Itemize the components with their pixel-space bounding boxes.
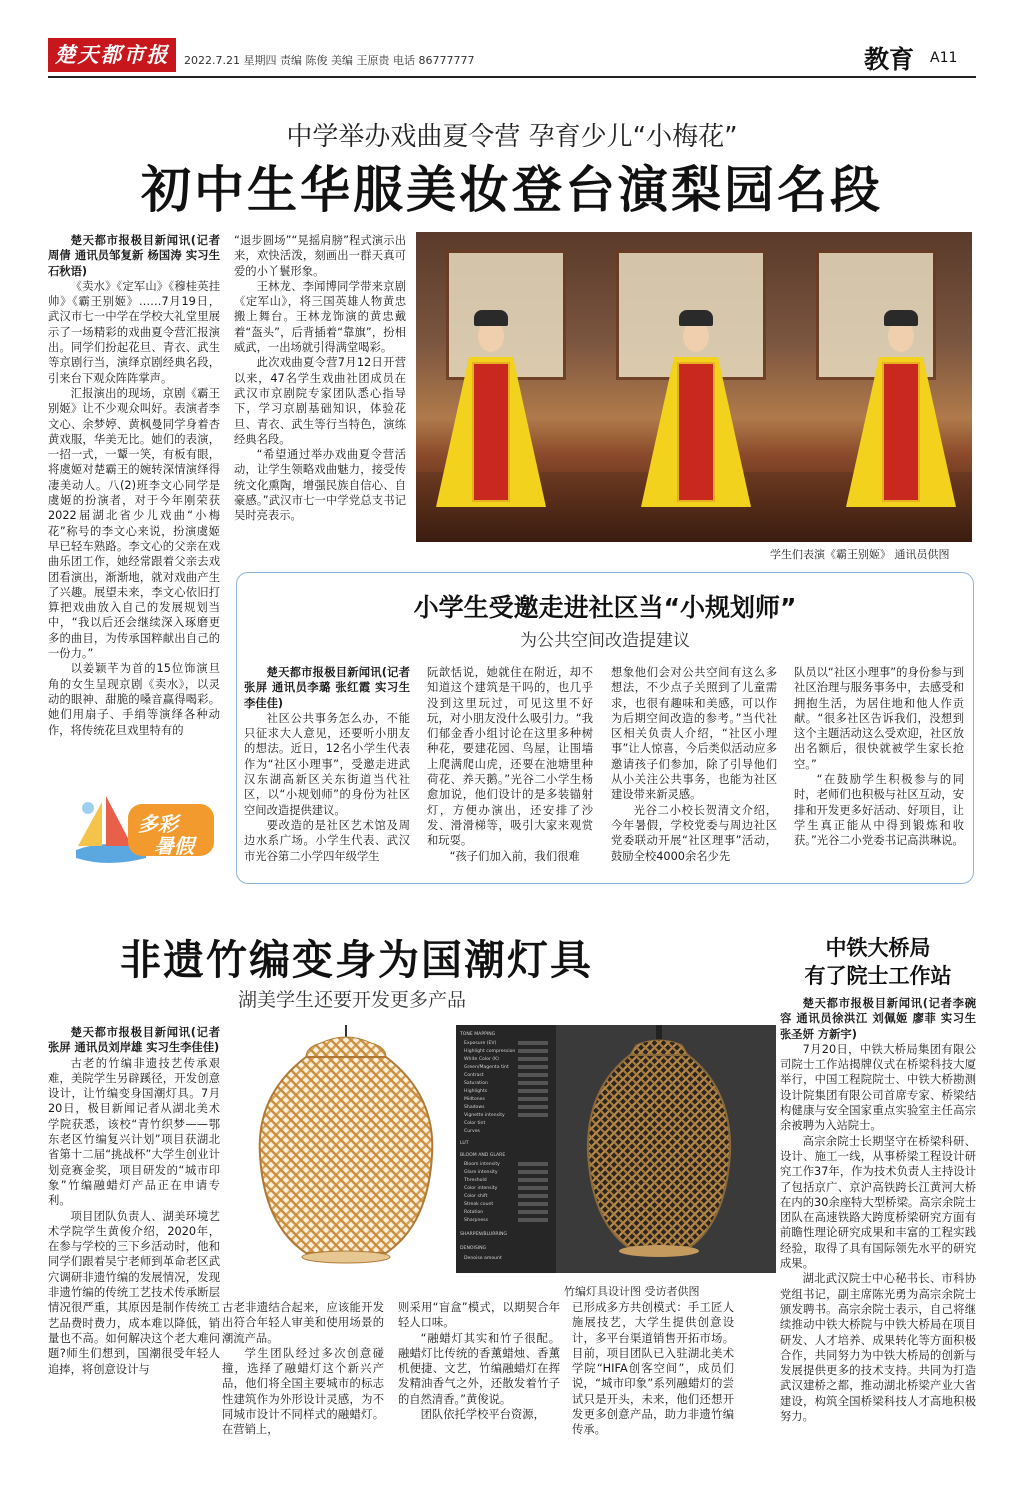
article1-kicker: 中学举办戏曲夏令营 孕育少儿“小梅花” — [286, 122, 738, 152]
article2-paragraph: “孩子们加入前，我们很难 — [449, 849, 580, 863]
svg-text:Streak count: Streak count — [464, 1202, 494, 1207]
sticker-text-1: 多彩 — [138, 812, 178, 836]
performer-figure — [846, 302, 956, 512]
svg-text:Contrast: Contrast — [464, 1073, 484, 1078]
article4-byline: 楚天都市报极目新闻讯(记者李碗容 通讯员徐洪江 刘佩姬 廖菲 实习生张圣妍 方新宇) — [780, 997, 976, 1041]
article1-paragraph: “希望通过举办戏曲夏令营活动，让学生领略戏曲魅力，接受传统文化熏陶，增强民族自信心、自豪感。”武汉市七一中学党总支书记吴时亮表示。 — [234, 448, 406, 523]
photo-caption: 学生们表演《霸王别姬》 通讯员供图 — [770, 548, 950, 561]
section-title: 教育 — [864, 45, 915, 74]
article1-paragraph: 汇报演出的现场，京剧《霸王别姬》让不少观众叫好。表演者李文心、余梦婷、黄枫曼同学身着杏黄戏服，华美无比。她们的表演，一招一式，一颦一笑，有板有眼，将虞姬对楚霸王的婉转深情演绎得凄美动人。八(2)班李文心同学是虞姬的扮演者，对于今年刚荣获2022届湖北省少儿戏曲“小梅花”称号的李文心来说，扮演虞姬早已轻车熟路。李文心的父亲在戏曲乐团工作，她经常跟着父亲去戏团看演出，渐渐地，就对戏曲产生了兴趣。展望未来，李文心依旧打算把戏曲放入自己的发展规划当中，“我以后还会继续深入琢磨更多的曲目，为传承国粹献出自己的一份力。” — [48, 386, 220, 661]
bamboo-lamp-render — [236, 1025, 776, 1273]
svg-text:TONE MAPPING: TONE MAPPING — [460, 1032, 496, 1037]
article3-headline: 非遗竹编变身为国潮灯具 — [120, 936, 593, 984]
article2-column-1 — [244, 665, 410, 875]
article3-subheadline: 湖美学生还要开发更多产品 — [238, 989, 467, 1011]
svg-text:BLOOM AND GLARE: BLOOM AND GLARE — [460, 1153, 506, 1158]
article4-paragraph: 高宗余院士长期坚守在桥梁科研、设计、施工一线，从事桥梁工程设计研究工作37年，作为技术负责人主持设计了包括京广、京沪高铁跨长江黄河大桥在内的30余座特大型桥梁。高宗余院士团队在高速铁路大跨度桥梁研究方面有前瞻性理论研究成果和丰富的工程实践经验，取得了具有国际领先水平的研究成果。 — [780, 1134, 976, 1271]
article3-paragraph: “融蜡灯其实和竹子很配。融蜡灯比传统的香薰蜡烛、香薰机便捷、文艺，竹编融蜡灯在挥发精油香气之外，还散发着竹子的自然清香。”黄俊说。 — [398, 1331, 560, 1406]
svg-text:Midtones: Midtones — [464, 1097, 485, 1102]
performer-figure — [641, 302, 751, 512]
header-meta: 2022.7.21 星期四 责编 陈俊 美编 王原贵 电话 86777777 — [184, 54, 475, 67]
article1-paragraph: 《卖水》《定军山》《穆桂英挂帅》《霸王别姬》……7月19日，武汉市七一中学在学校大礼堂里展示了一场精彩的戏曲夏令营汇报演出。同学们扮起花旦、青衣、武生等京剧行当，演绎京剧经典名段，引来台下观众阵阵掌声。 — [48, 279, 220, 385]
svg-text:Shadows: Shadows — [464, 1105, 485, 1110]
article2-column-2 — [427, 665, 593, 875]
article2-paragraph: 想象他们会对公共空间有这么多想法，不少点子关照到了儿童需求，也很有趣味和美感，可以作为后期空间改造的参考。”当代社区相关负责人介绍，“社区小理事”让人惊喜，今后类似活动应多邀请孩子们参加，除了引导他们从小关注公共事务，也能为社区建设带来新灵感。 — [611, 666, 777, 802]
svg-text:Color tint: Color tint — [464, 1121, 486, 1126]
article3-paragraph: 项目团队负责人、湖美环境艺术学院学生黄俊介绍，2020年，在参与学校的三下乡活动时，他和同学们跟着吴宁老师到革命老区武穴调研非遗竹编的发展情况，发现非遗竹编的传统工艺技术传承断层情况很严重，其原因是制作传统工艺品费时费力，成本难以降低，销量也不高。如何解决这个老大难问题?师生们想到，国潮很受年轻人追捧，将创意设计与 — [48, 1209, 220, 1376]
svg-text:White Color (K): White Color (K) — [464, 1057, 499, 1062]
svg-text:Curves: Curves — [464, 1129, 480, 1134]
article1-column-1 — [48, 233, 220, 768]
article4-paragraph: 湖北武汉院士中心秘书长、市科协党组书记，副主席陈光勇为高宗余院士颁发聘书。高宗余院士表示，自己将继续推动中铁大桥院与中铁大桥局在项目研发、人才培养、成果转化等方面积极合作，共同努力为中铁大桥局的创新与发展提供更多的技术支持。共同为打造武汉建桥之都，推动湖北桥梁产业大省建设，构筑全国桥梁科技人才高地积极努力。 — [780, 1272, 976, 1424]
svg-text:Vignette intensity: Vignette intensity — [464, 1113, 505, 1118]
article4-headline-line1: 中铁大桥局 — [825, 936, 931, 960]
article3-paragraph: 已形成多方共创模式：手工匠人施展技艺，大学生提供创意设计，多平台渠道销售开拓市场。目前，项目团队已入驻湖北美术学院“HIFA创客空间”，成员们说，“城市印象”系列融蜡灯的尝试只是开头，未来，他们还想开发更多创意产品，助力非遗竹编传承。 — [572, 1301, 734, 1437]
page-number: A11 — [930, 50, 958, 66]
article2-paragraph: 光谷二小校长贺清文介绍，今年暑假，学校党委与周边社区党委联动开展“社区理事”活动，鼓励全校4000余名少先 — [611, 803, 777, 863]
article2-paragraph: 要改造的是社区艺术馆及周边水系广场。小学生代表、武汉市光谷第二小学四年级学生 — [244, 818, 410, 863]
article3-paragraph: 则采用“盲盒”模式，以期契合年轻人口味。 — [398, 1301, 560, 1330]
article3-column-3 — [398, 1300, 560, 1462]
article4-paragraph: 7月20日，中铁大桥局集团有限公司院士工作站揭牌仪式在桥梁科技大厦举行，中国工程院院士、中铁大桥勘测设计院集团有限公司首席专家、桥梁结构健康与安全国家重点实验室主任高宗余被聘为入站院士。 — [780, 1042, 976, 1133]
svg-text:SHARPEN/BLURRING: SHARPEN/BLURRING — [460, 1232, 507, 1237]
article1-paragraph: 以姜颖芊为首的15位饰演旦角的女生呈现京剧《卖水》，以灵动的眼神、甜脆的嗓音赢得喝彩。她们用扇子、手绢等演绎各种动作，将传统花旦戏里特有的 — [48, 662, 220, 737]
article2-column-4 — [794, 665, 964, 875]
svg-text:Denoise amount: Denoise amount — [464, 1256, 502, 1261]
svg-text:Color intensity: Color intensity — [464, 1186, 498, 1191]
svg-text:Green/Magenta tint: Green/Magenta tint — [464, 1065, 509, 1070]
article1-paragraph: 此次戏曲夏令营7月12日开营以来，47名学生戏曲社团成员在武汉市京剧院专家团队悉心指导下，学习京剧基础知识，体验花旦、青衣、武生等行当特色，演练经典名段。 — [234, 356, 406, 446]
svg-text:Highlight compression: Highlight compression — [464, 1049, 516, 1054]
sticker-text-2: 暑假 — [154, 834, 194, 858]
performer-figure — [436, 302, 546, 512]
article4-headline-line2: 有了院士工作站 — [804, 964, 952, 988]
article1-headline: 初中生华服美妆登台演梨园名段 — [141, 161, 883, 219]
article3-paragraph: 古老非遗结合起来，应该能开发出符合年轻人审美和使用场景的潮流产品。 — [222, 1301, 384, 1345]
article3-column-2 — [222, 1300, 384, 1462]
article4-column — [780, 996, 976, 1462]
article1-paragraph: 王林龙、李闻博同学带来京剧《定军山》，将三国英雄人物黄忠搬上舞台。王林龙饰演的黄忠戴着“盔头”，后背插着“靠旗”，扮相威武，一出场就引得满堂喝彩。 — [234, 279, 406, 355]
svg-text:Glare intensity: Glare intensity — [464, 1170, 498, 1175]
svg-text:Rotation: Rotation — [464, 1210, 484, 1215]
svg-text:Sharpness: Sharpness — [464, 1218, 488, 1223]
article1-column-2 — [234, 233, 406, 558]
article3-column-4 — [572, 1300, 734, 1462]
newspaper-logo: 楚天都市报 — [48, 38, 176, 72]
article1-byline: 楚天都市报极目新闻讯(记者周倩 通讯员邹复新 杨国涛 实习生石秋语) — [48, 234, 220, 278]
article2-headline: 小学生受邀走进社区当“小规划师” — [413, 593, 797, 622]
article2-paragraph: 队员以“社区小理事”的身份参与到社区治理与服务事务中，去感受和拥抱生活，为居住地和他人作贡献。“很多社区告诉我们，没想到这个主题活动这么受欢迎，社区放出名额后，很快就被学生家长抢空。” — [794, 666, 964, 771]
article2-paragraph: 阮歆恬说，她就住在附近，却不知道这个建筑是干吗的，也几乎没到这里玩过，可见这里不好玩，对小朋友没什么吸引力。“我们郁金香小组讨论在这里多种树种花，要建花园、鸟屋，让围墙上爬满爬山虎，还要在池塘里种荷花、养天鹅。”光谷二小学生杨愈加说，他们设计的是多装锚射灯，方便办演出，还安排了沙发、滑滑梯等，吸引大家来观赏和玩耍。 — [427, 666, 593, 848]
article2-paragraph: “在鼓励学生积极参与的同时，老师们也积极与社区互动，安排和开发更多好活动、好项目，让学生真正能从中得到锻炼和收获。”光谷二小党委书记高洪琳说。 — [794, 773, 964, 848]
article2-byline: 楚天都市报极目新闻讯(记者张屏 通讯员李璐 张红霞 实习生李佳佳) — [244, 666, 410, 710]
bamboo-lantern-illustration — [236, 1025, 776, 1273]
svg-text:LUT: LUT — [460, 1141, 469, 1146]
summer-sticker — [68, 788, 218, 868]
svg-text:Highlights: Highlights — [464, 1089, 488, 1094]
article3-paragraph: 学生团队经过多次创意碰撞，选择了融蜡灯这个新兴产品，他们将全国主要城市的标志性建筑作为外形设计灵感，为不同城市设计不同样式的融蜡灯。在营销上， — [222, 1346, 384, 1437]
svg-text:Bloom intensity: Bloom intensity — [464, 1162, 500, 1167]
article2-column-3 — [611, 665, 777, 875]
article2-paragraph: 社区公共事务怎么办，不能只征求大人意见，还要听小朋友的想法。近日，12名小学生代表作为“社区小理事”，受邀走进武汉东湖高新区关东街道当代社区，以“小规划师”的身份为社区空间改造提供建议。 — [244, 711, 410, 817]
article3-paragraph: 古老的竹编非遗技艺传承艰难，美院学生另辟蹊径，开发创意设计，让竹编变身国潮灯具。7月20日，极目新闻记者从湖北美术学院获悉，该校“青竹织梦——鄂东老区竹编复兴计划”项目获湖北省第十二届“挑战杯”大学生创业计划竞赛金奖，项目研发的“城市印象”竹编融蜡灯产品正在申请专利。 — [48, 1056, 220, 1208]
article3-paragraph: 团队依托学校平台资源， — [420, 1408, 545, 1422]
svg-text:Saturation: Saturation — [464, 1081, 488, 1086]
svg-text:DENOISING: DENOISING — [460, 1246, 487, 1251]
svg-text:Color shift: Color shift — [464, 1194, 488, 1199]
article1-paragraph: “退步圆场”“晃摇肩膀”程式演示出来，欢快活泼，刻画出一群天真可爱的小丫鬟形象。 — [234, 234, 406, 278]
photo-caption: 竹编灯具设计图 受访者供图 — [564, 1285, 700, 1298]
article2-subheadline: 为公共空间改造提建议 — [520, 631, 690, 651]
article3-column-1 — [48, 1025, 220, 1462]
svg-text:Threshold: Threshold — [464, 1178, 487, 1183]
header-rule — [48, 76, 976, 78]
article3-byline: 楚天都市报极目新闻讯(记者张屏 通讯员刘岸雄 实习生李佳佳) — [48, 1026, 220, 1055]
svg-text:Exposure (EV): Exposure (EV) — [464, 1041, 497, 1046]
opera-performance-photo — [416, 232, 972, 542]
